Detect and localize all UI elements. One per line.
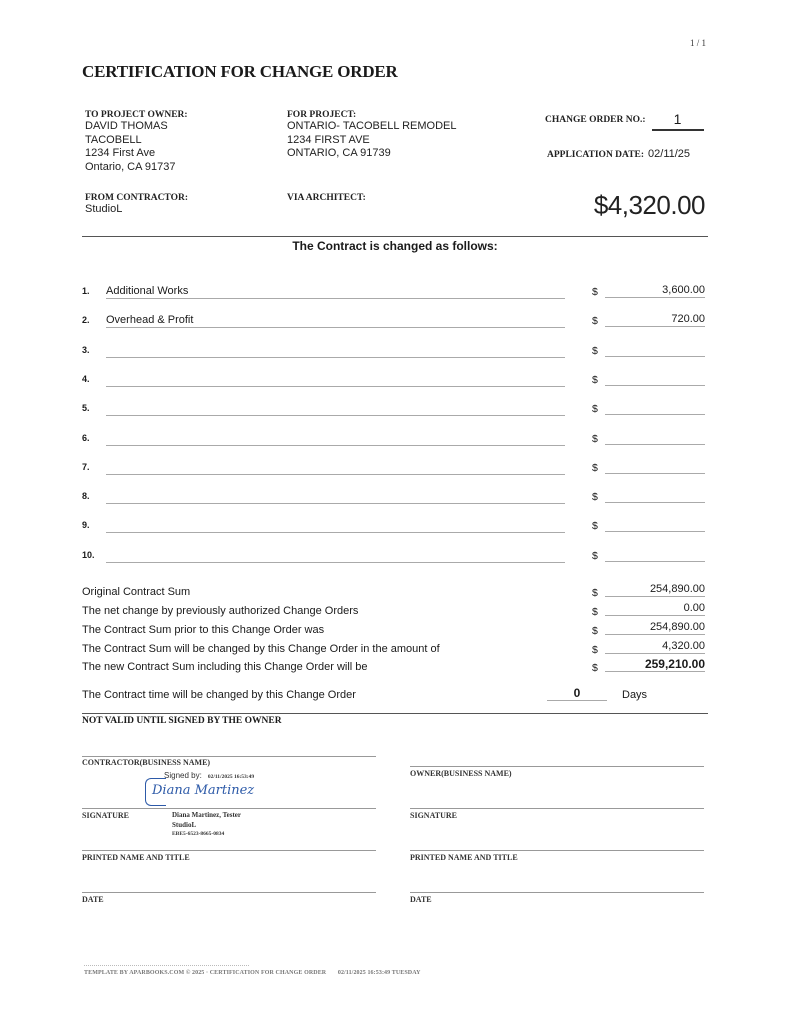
contractor-printed-label: PRINTED NAME AND TITLE [82, 853, 190, 862]
line-item-row [82, 518, 708, 538]
line-item-number: 6. [82, 432, 90, 443]
line-item-number: 3. [82, 344, 90, 355]
footer [84, 970, 421, 976]
line-item-amount[interactable] [605, 518, 705, 532]
currency-symbol: $ [592, 625, 598, 637]
project-line: 1234 FIRST AVE [287, 133, 370, 146]
line-item-description[interactable] [106, 401, 565, 416]
owner-printed-line [410, 850, 704, 851]
summary-row [82, 602, 708, 621]
project-line: ONTARIO, CA 91739 [287, 147, 391, 159]
signed-by-label: Signed by: [164, 771, 202, 780]
contractor-signature-line [82, 808, 376, 809]
line-item-amount[interactable] [605, 431, 705, 445]
line-item-description[interactable] [106, 548, 565, 563]
summary-amount: 0.00 [605, 602, 705, 616]
currency-symbol: $ [592, 644, 598, 656]
line-item-amount[interactable] [605, 343, 705, 357]
currency-symbol: $ [592, 491, 598, 504]
application-date-label: APPLICATION DATE: [547, 150, 645, 160]
project-line: ONTARIO- TACOBELL REMODEL [287, 120, 457, 132]
contractor-printed-line [82, 850, 376, 851]
signer-company: StudioL [172, 821, 197, 829]
line-item-row [82, 460, 708, 480]
owner-business-line [410, 766, 704, 767]
section-heading: The Contract is changed as follows: [292, 239, 498, 253]
line-item-amount[interactable] [605, 548, 705, 562]
owner-signature-line[interactable] [410, 808, 704, 809]
contractor-block [85, 193, 188, 217]
contractor-signature: Diana Martinez [152, 783, 255, 798]
line-item-description[interactable]: Overhead & Profit [106, 313, 565, 328]
contractor-business-line [82, 756, 376, 757]
signed-timestamp: 02/11/2025 16:53:49 [207, 774, 255, 780]
document-title: CERTIFICATION FOR CHANGE ORDER [82, 62, 398, 81]
line-item-row [82, 372, 708, 392]
owner-line: Ontario, CA 91737 [85, 160, 176, 173]
owner-date-line [410, 892, 704, 893]
line-item-description[interactable] [106, 372, 565, 387]
line-item-description[interactable] [106, 460, 565, 475]
line-item-number: 9. [82, 520, 90, 531]
line-item-description[interactable]: Additional Works [106, 284, 565, 299]
change-order-no-label: CHANGE ORDER NO.: [545, 115, 646, 125]
signed-by-stamp [164, 771, 254, 781]
line-item-description[interactable] [106, 343, 565, 358]
divider [82, 236, 708, 237]
divider [82, 713, 708, 714]
line-item-row [82, 489, 708, 509]
currency-symbol: $ [592, 461, 598, 474]
contractor-value: StudioL [85, 203, 123, 215]
currency-symbol: $ [592, 373, 598, 386]
summary-amount: 4,320.00 [605, 640, 705, 654]
architect-label: VIA ARCHITECT: [287, 193, 366, 203]
currency-symbol: $ [592, 315, 598, 328]
summary-amount: 259,210.00 [605, 658, 705, 672]
application-date-value: 02/11/25 [648, 148, 691, 160]
currency-symbol: $ [592, 587, 598, 599]
application-date [547, 148, 690, 162]
owner-line: TACOBELL [85, 133, 142, 146]
change-order-number [545, 111, 704, 131]
line-item-number: 5. [82, 403, 90, 414]
architect-block [287, 193, 366, 203]
owner-signature-label: SIGNATURE [410, 811, 457, 820]
line-item-amount[interactable] [605, 401, 705, 415]
line-item-amount[interactable]: 720.00 [605, 313, 705, 327]
line-item-description[interactable] [106, 489, 565, 504]
currency-symbol: $ [592, 520, 598, 533]
line-item-row [82, 431, 708, 451]
footer-divider [84, 965, 249, 966]
owner-line: 1234 First Ave [85, 147, 156, 159]
line-item-row [82, 343, 708, 363]
summary-label: Original Contract Sum [82, 586, 191, 598]
owner-line: DAVID THOMAS [85, 120, 168, 132]
line-item-number: 2. [82, 315, 90, 326]
owner-business-label: OWNER(BUSINESS NAME) [410, 769, 512, 778]
line-item-row [82, 548, 708, 568]
summary-label: The new Contract Sum including this Change Order will be [82, 661, 368, 673]
not-valid-notice: NOT VALID UNTIL SIGNED BY THE OWNER [82, 716, 282, 726]
total-change-amount: $4,320.00 [593, 190, 705, 220]
line-item-row [82, 284, 708, 304]
summary-label: The Contract Sum will be changed by this Change Order in the amount of [82, 643, 440, 655]
contract-time-value[interactable]: 0 [547, 686, 607, 701]
owner-printed-label: PRINTED NAME AND TITLE [410, 853, 518, 862]
currency-symbol: $ [592, 606, 598, 618]
line-item-amount[interactable] [605, 372, 705, 386]
summary-row [82, 621, 708, 640]
contract-time-unit: Days [622, 689, 648, 701]
contract-time-row [82, 686, 708, 705]
currency-symbol: $ [592, 403, 598, 416]
line-item-description[interactable] [106, 518, 565, 533]
line-item-description[interactable] [106, 431, 565, 446]
summary-row [82, 640, 708, 659]
summary-row [82, 658, 708, 677]
line-item-row [82, 401, 708, 421]
contractor-date-line [82, 892, 376, 893]
contractor-signature-label: SIGNATURE [82, 811, 129, 820]
currency-symbol: $ [592, 662, 598, 674]
contractor-business-label: CONTRACTOR(BUSINESS NAME) [82, 758, 211, 767]
line-item-amount[interactable] [605, 460, 705, 474]
signer-name-title: Diana Martinez, Tester [172, 811, 242, 819]
summary-label: The net change by previously authorized Change Orders [82, 605, 359, 617]
currency-symbol: $ [592, 344, 598, 357]
contract-time-label: The Contract time will be changed by this Change Order [82, 689, 356, 701]
summary-amount: 254,890.00 [605, 583, 705, 597]
currency-symbol: $ [592, 432, 598, 445]
currency-symbol: $ [592, 549, 598, 562]
project-block [287, 110, 457, 161]
line-item-number: 10. [82, 549, 95, 560]
owner-label: TO PROJECT OWNER: [85, 110, 188, 120]
footer-timestamp: 02/11/2025 16:53:49 TUESDAY [337, 970, 421, 976]
contractor-date-label: DATE [82, 895, 104, 904]
footer-text: TEMPLATE BY APARBOOKS.COM © 2025 · CERTIFICATION FOR CHANGE ORDER [84, 970, 327, 976]
summary-row [82, 583, 708, 602]
owner-block [85, 110, 188, 174]
line-item-number: 7. [82, 461, 90, 472]
line-item-number: 8. [82, 491, 90, 502]
owner-date-label: DATE [410, 895, 432, 904]
line-item-row [82, 313, 708, 333]
signer-hash: EBE5-6523-8665-0834 [172, 831, 225, 837]
line-item-number: 4. [82, 373, 90, 384]
summary-label: The Contract Sum prior to this Change Order was [82, 624, 325, 636]
change-order-no-value: 1 [652, 111, 704, 131]
summary-amount: 254,890.00 [605, 621, 705, 635]
line-item-number: 1. [82, 286, 90, 296]
line-item-amount[interactable] [605, 489, 705, 503]
contractor-label: FROM CONTRACTOR: [85, 193, 189, 203]
currency-symbol: $ [592, 286, 598, 298]
project-label: FOR PROJECT: [287, 110, 357, 120]
page-indicator: 1 / 1 [689, 38, 706, 48]
line-item-amount[interactable]: 3,600.00 [605, 284, 705, 298]
